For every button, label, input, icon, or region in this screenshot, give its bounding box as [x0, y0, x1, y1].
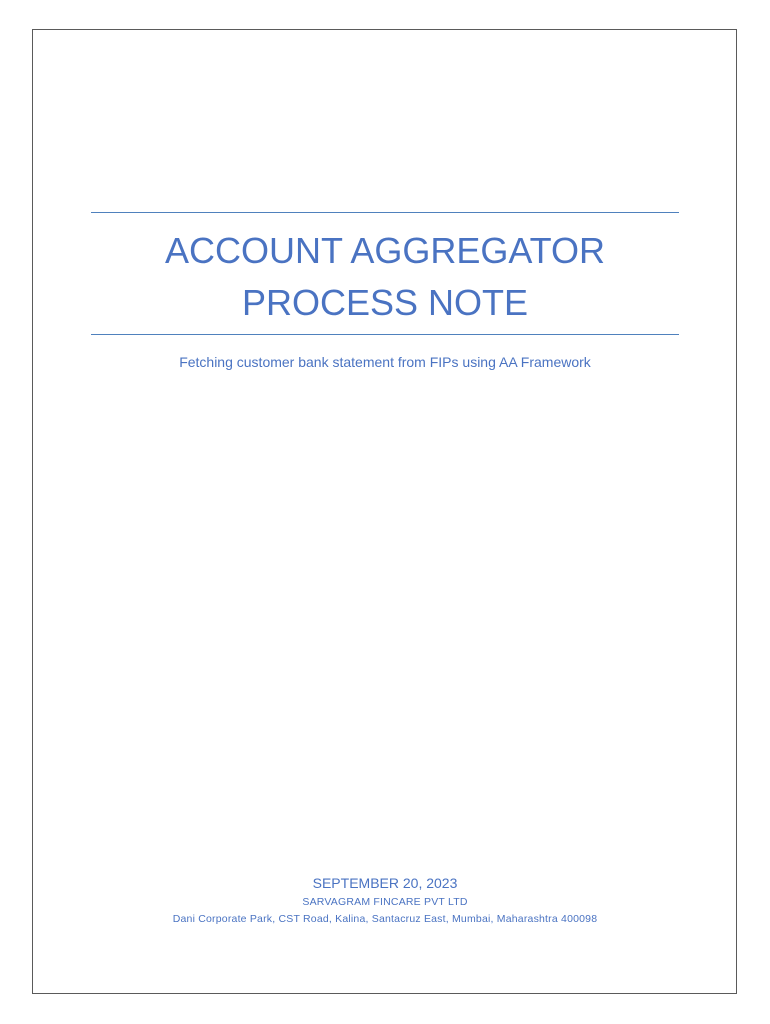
document-date: SEPTEMBER 20, 2023	[312, 875, 458, 891]
page-border	[32, 29, 737, 994]
document-title	[91, 225, 679, 329]
company-name: SARVAGRAM FINCARE PVT LTD	[302, 896, 468, 908]
title-line-1: ACCOUNT AGGREGATOR	[164, 230, 606, 271]
title-rule-bottom	[91, 334, 679, 335]
company-address: Dani Corporate Park, CST Road, Kalina, Santacruz East, Mumbai, Maharashtra 400098	[172, 913, 598, 925]
title-rule-top	[91, 212, 679, 213]
title-line-2: PROCESS NOTE	[241, 282, 529, 323]
document-subtitle: Fetching customer bank statement from FIPs using AA Framework	[179, 354, 591, 370]
